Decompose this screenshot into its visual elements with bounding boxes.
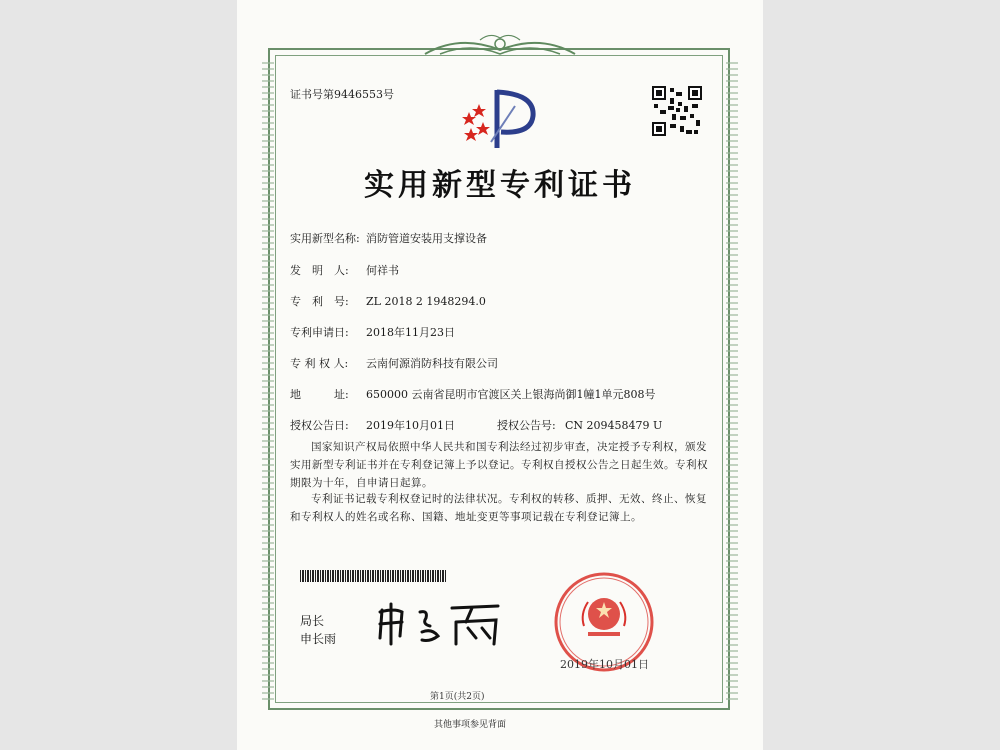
certificate-number: 证书号第9446553号 bbox=[290, 88, 394, 101]
field-grant-date bbox=[290, 417, 455, 433]
field-label: 授权公告日: bbox=[290, 419, 349, 432]
field-patent-number bbox=[290, 293, 486, 309]
field-address bbox=[290, 386, 655, 402]
cnipa-logo-icon bbox=[455, 82, 545, 152]
signatory-role: 局长 bbox=[300, 614, 325, 628]
page-number: 第1页(共2页) bbox=[430, 692, 485, 702]
field-application-date bbox=[290, 324, 455, 340]
top-ornament-icon bbox=[420, 32, 580, 60]
field-value: 云南何源消防科技有限公司 bbox=[366, 357, 498, 370]
seal-date: 2019年10月01日 bbox=[560, 658, 649, 671]
field-value: 何祥书 bbox=[366, 264, 399, 277]
field-utility-model-name bbox=[290, 230, 487, 246]
signatory-name: 申长雨 bbox=[300, 632, 337, 646]
field-inventor bbox=[290, 262, 399, 278]
field-grant-number bbox=[497, 417, 662, 433]
left-guilloche-band bbox=[262, 60, 274, 700]
field-label: 专 利 权 人: bbox=[290, 357, 349, 370]
field-patentee bbox=[290, 355, 498, 371]
field-value: ZL 2018 2 1948294.0 bbox=[366, 295, 486, 308]
qr-code-icon bbox=[652, 86, 702, 136]
field-label: 专 利 号: bbox=[290, 295, 349, 308]
legal-status-paragraph: 专利证书记载专利权登记时的法律状况。专利权的转移、质押、无效、终止、恢复和专利权人的姓名或名称、国籍、地址变更等事项记载在专利登记簿上。 bbox=[290, 493, 707, 523]
field-label: 地 址: bbox=[290, 388, 349, 401]
field-label: 发 明 人: bbox=[290, 264, 349, 277]
field-label: 授权公告号: bbox=[497, 419, 556, 432]
field-value: 2018年11月23日 bbox=[366, 326, 455, 339]
field-value: 2019年10月01日 bbox=[366, 419, 455, 432]
field-value: 消防管道安装用支撑设备 bbox=[366, 232, 487, 245]
back-page-note: 其他事项参见背面 bbox=[434, 720, 507, 730]
certificate-title: 实用新型专利证书 bbox=[364, 168, 636, 203]
field-label: 专利申请日: bbox=[290, 326, 349, 339]
field-label: 实用新型名称: bbox=[290, 232, 360, 245]
grant-statement-paragraph: 国家知识产权局依照中华人民共和国专利法经过初步审查，决定授予专利权，颁发实用新型专利证书并在专利登记簿上予以登记。专利权自授权公告之日起生效。专利权期限为十年，自申请日起算。 bbox=[290, 441, 708, 489]
right-guilloche-band bbox=[726, 60, 738, 700]
barcode-icon bbox=[300, 570, 446, 582]
field-value: 650000 云南省昆明市官渡区关上银海尚御1幢1单元808号 bbox=[366, 388, 656, 401]
handwritten-signature-icon bbox=[372, 598, 512, 648]
field-value: CN 209458479 U bbox=[565, 419, 663, 432]
